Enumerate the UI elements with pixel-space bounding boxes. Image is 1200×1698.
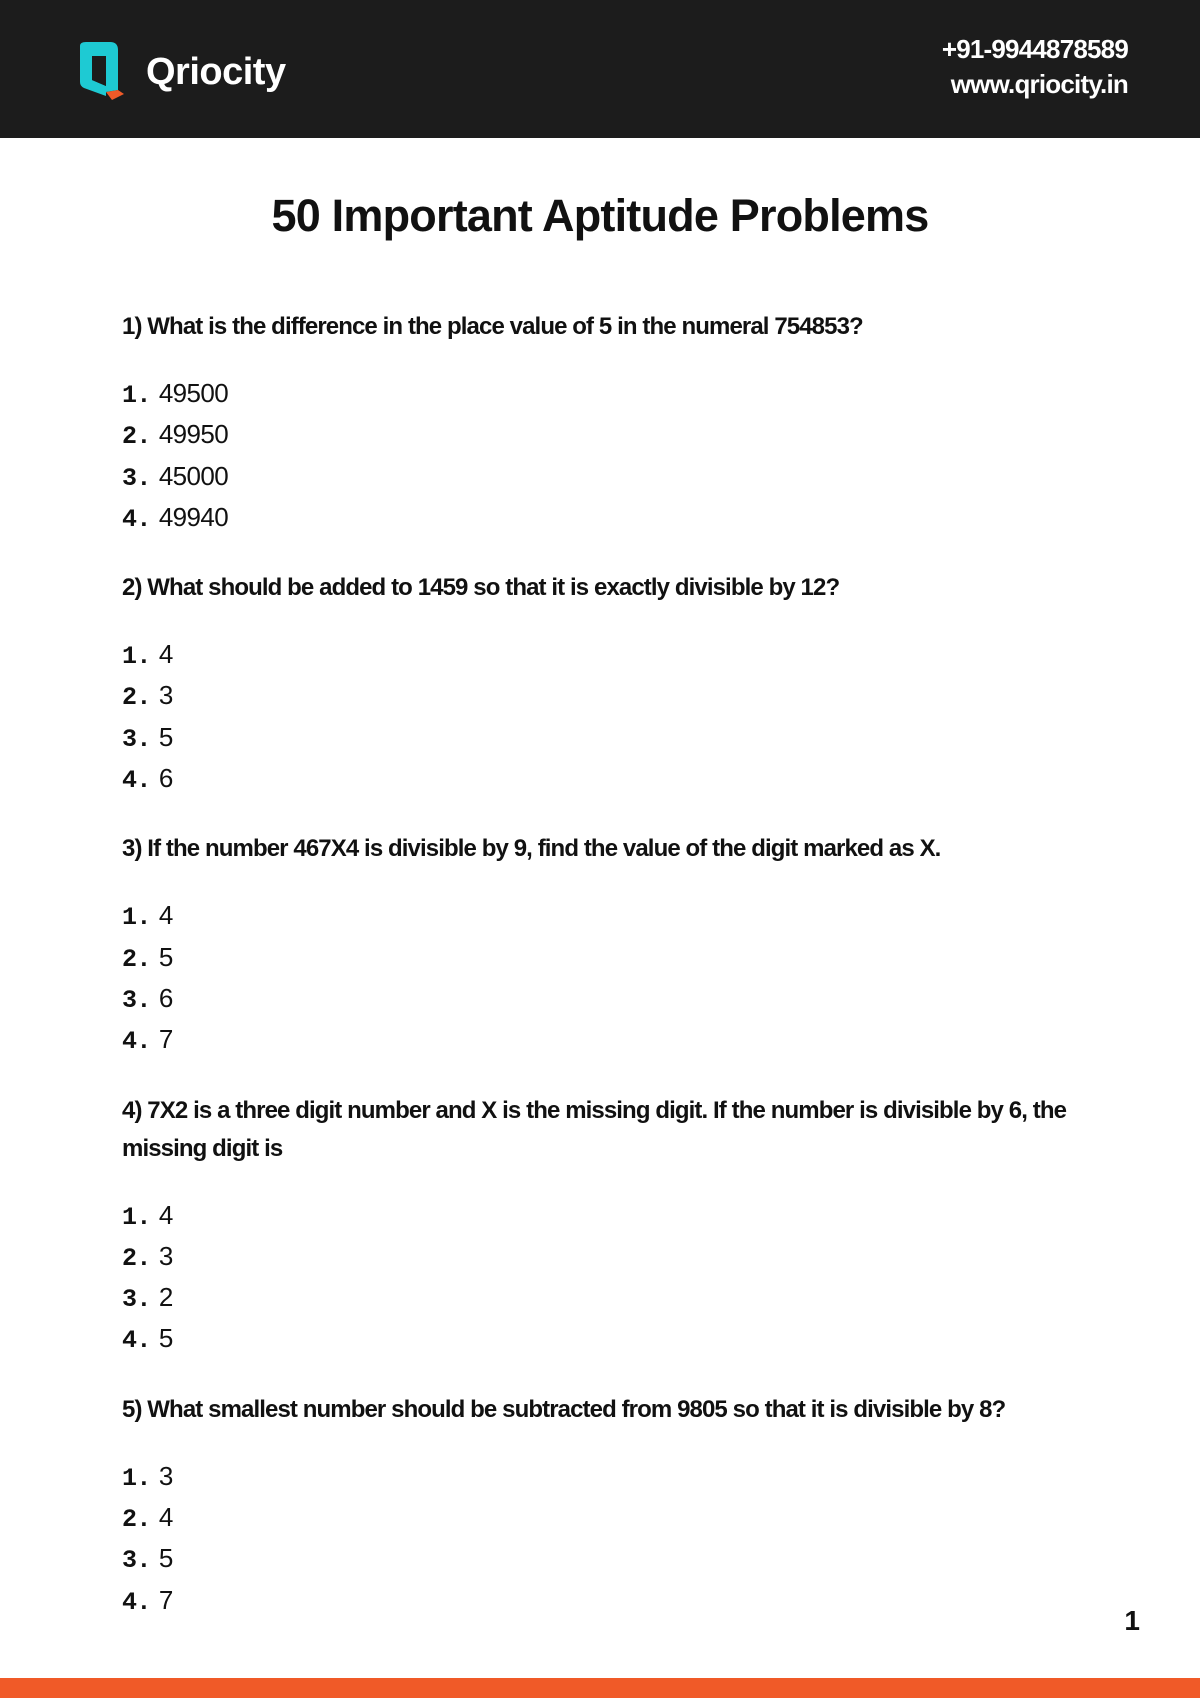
option-text: 6 <box>158 763 173 794</box>
answer-option <box>122 635 1082 676</box>
option-text: 5 <box>158 1323 173 1354</box>
option-text: 5 <box>158 941 173 972</box>
answer-option <box>122 1319 1082 1360</box>
option-number: 3. <box>122 1546 151 1576</box>
option-number: 3. <box>122 463 151 493</box>
answer-option <box>122 1196 1082 1237</box>
answer-option <box>122 896 1082 937</box>
qriocity-logo-icon <box>76 40 142 104</box>
answer-option <box>122 718 1082 759</box>
answer-option <box>122 374 1082 415</box>
option-text: 5 <box>158 1543 173 1574</box>
answer-option <box>122 1237 1082 1278</box>
option-text: 4 <box>158 1502 173 1533</box>
question-text: 4) 7X2 is a three digit number and X is the missing digit. If the number is divisible by 6, the missing digit is <box>122 1096 1067 1162</box>
option-text: 3 <box>158 1240 173 1271</box>
option-text: 5 <box>158 721 173 752</box>
answer-option <box>122 676 1082 717</box>
answer-option <box>122 1498 1082 1539</box>
option-text: 7 <box>158 1584 173 1615</box>
option-text: 4 <box>158 1199 173 1230</box>
answer-option <box>122 1020 1082 1061</box>
option-number: 2. <box>122 683 151 713</box>
option-number: 2. <box>122 1505 151 1535</box>
option-number: 2. <box>122 422 151 452</box>
option-text: 3 <box>158 1460 173 1491</box>
option-text: 3 <box>158 680 173 711</box>
option-number: 1. <box>122 381 151 410</box>
page-number: 1 <box>1124 1605 1140 1636</box>
question-text: 1) What is the difference in the place value of 5 in the numeral 754853? <box>122 313 863 340</box>
option-list <box>122 896 1082 1061</box>
logo <box>76 40 286 104</box>
answer-option <box>122 1539 1082 1580</box>
question-text: 3) If the number 467X4 is divisible by 9, find the value of the digit marked as X. <box>122 835 941 863</box>
answer-option <box>122 1457 1082 1498</box>
brand-name: Qriocity <box>146 50 286 93</box>
answer-option <box>122 938 1082 979</box>
option-text: 49950 <box>158 419 229 450</box>
option-number: 4. <box>122 1027 151 1057</box>
option-text: 4 <box>158 900 173 931</box>
option-text: 45000 <box>158 460 229 491</box>
question-text: 2) What should be added to 1459 so that it is exactly divisible by 12? <box>122 574 840 602</box>
option-number: 4. <box>122 766 151 796</box>
option-number: 1. <box>122 1202 151 1232</box>
option-number: 2. <box>122 944 151 974</box>
page-header <box>0 0 1200 138</box>
option-number: 1. <box>122 1463 151 1493</box>
option-text: 7 <box>158 1024 173 1055</box>
option-text: 6 <box>158 982 173 1013</box>
answer-option <box>122 979 1082 1020</box>
answer-option <box>122 457 1082 498</box>
option-list <box>122 1457 1082 1622</box>
option-number: 3. <box>122 985 151 1015</box>
question-list <box>122 308 1082 1652</box>
question-text: 5) What smallest number should be subtracted from 9805 so that it is divisible by 8? <box>122 1395 1006 1423</box>
option-number: 1. <box>122 642 151 672</box>
page-title: 50 Important Aptitude Problems <box>271 190 929 241</box>
phone-number: +91-9944878589 <box>941 34 1128 64</box>
answer-option <box>122 1581 1082 1622</box>
answer-option <box>122 1278 1082 1319</box>
option-text: 49500 <box>158 378 229 408</box>
option-number: 4. <box>122 504 151 534</box>
option-number: 1. <box>122 903 151 933</box>
option-list <box>122 374 1082 539</box>
option-number: 4. <box>122 1326 151 1356</box>
footer-bar <box>0 1678 1200 1698</box>
option-text: 4 <box>158 639 173 670</box>
option-list <box>122 1196 1082 1361</box>
website-link[interactable]: www.qriocity.in <box>950 69 1128 99</box>
option-text: 2 <box>158 1282 173 1313</box>
option-number: 2. <box>122 1243 151 1273</box>
option-number: 3. <box>122 1285 151 1315</box>
option-number: 4. <box>122 1587 151 1617</box>
option-number: 3. <box>122 724 151 754</box>
answer-option <box>122 498 1082 539</box>
answer-option <box>122 415 1082 456</box>
contact-info <box>942 32 1128 102</box>
option-list <box>122 635 1082 800</box>
option-text: 49940 <box>158 501 229 532</box>
answer-option <box>122 759 1082 800</box>
